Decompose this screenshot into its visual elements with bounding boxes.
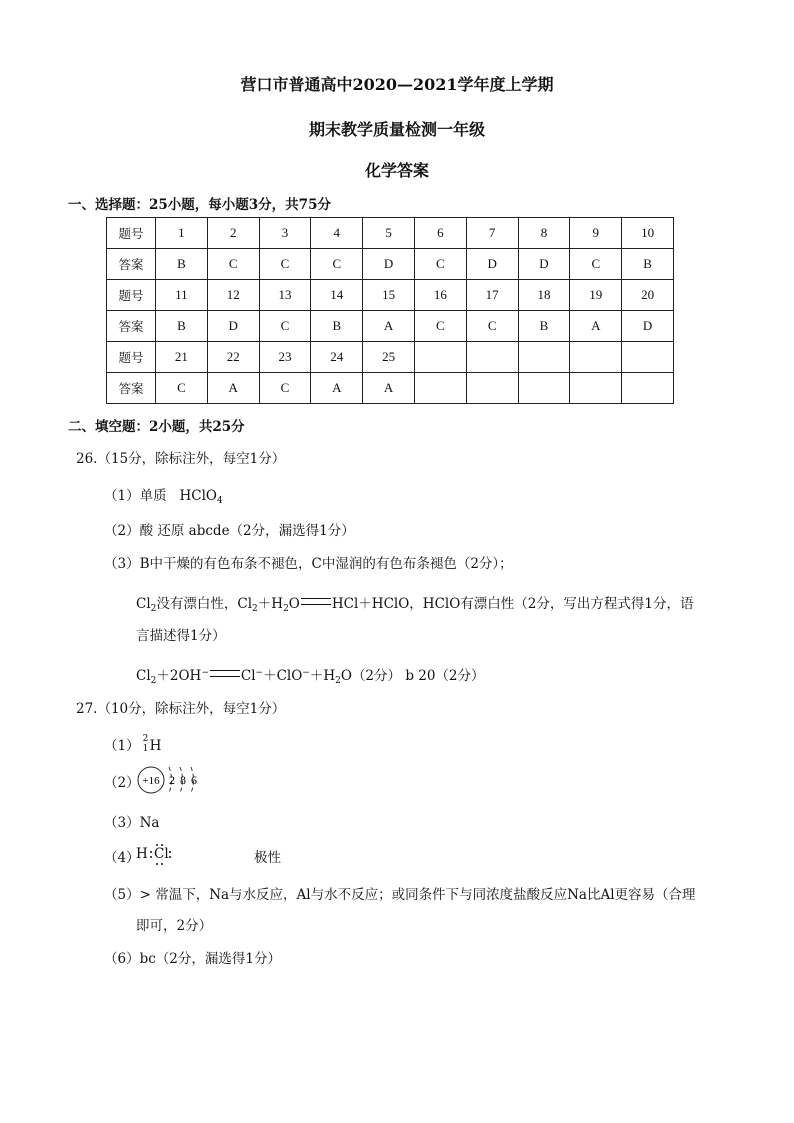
answer-cell: C [414,249,466,280]
question-number-cell: 25 [363,342,415,373]
answer-cell: B [156,249,208,280]
question-row [107,280,674,311]
q26-part3-explanation: $Cl_2$没有漂白性，$Cl_2+H_2O$ HCl＋HClO，HClO有漂白性（2分，写出方程式得1分，语 [136,596,694,614]
question-number-cell: 1 [156,218,208,249]
question-number-cell: 16 [414,280,466,311]
row-label: 题号 [107,342,156,373]
answer-cell: D [622,311,674,342]
nucleus-charge: +16 [142,775,160,787]
q26-ionic-equation: $Cl_2+2OH^-$ $Cl^-+ClO^-+H_2O(2$分） b 20（2分） [136,668,485,686]
sulfur-atom-structure-diagram [136,763,206,797]
answer-cell: C [259,249,311,280]
question-number-cell [518,342,570,373]
answer-cell: C [414,311,466,342]
answer-row [107,249,674,280]
question-number-cell [622,342,674,373]
q26-header: 26.（15分，除标注外，每空1分） [76,451,286,467]
q26-part1-formula: HClO$_4$ [179,488,223,506]
answer-cell: D [363,249,415,280]
question-number-cell: 23 [259,342,311,373]
question-number-cell: 9 [570,218,622,249]
question-number-cell: 22 [207,342,259,373]
q27-part5-cont: 即可，2分） [136,918,213,934]
question-number-cell: 17 [466,280,518,311]
question-number-cell: 3 [259,218,311,249]
q26-part1 [104,484,223,506]
answer-cell: C [311,249,363,280]
answer-cell [414,373,466,404]
answer-cell: A [363,311,415,342]
answer-cell: C [259,373,311,404]
answer-row [107,311,674,342]
question-number-cell: 18 [518,280,570,311]
question-number-cell: 8 [518,218,570,249]
answer-cell: B [518,311,570,342]
q26-equation: $Cl_2+H_2O$ HCl＋HClO [237,596,410,614]
q27-part2-label: （2） [104,775,140,791]
answer-cell: D [207,311,259,342]
document-subject-title: 化学答案 [364,161,429,180]
q26-part1-label: （1）单质 [104,488,167,504]
question-number-cell: 20 [622,280,674,311]
hcl-electron-dot-formula: H Cl [136,842,182,866]
section-heading-multiple-choice: 一、选择题：25小题，每小题3分，共75分 [68,197,331,213]
answer-cell [622,373,674,404]
row-label: 题号 [107,280,156,311]
question-number-cell: 13 [259,280,311,311]
question-number-cell: 24 [311,342,363,373]
question-number-cell: 12 [207,280,259,311]
q26-part3: （3）B中干燥的有色布条不褪色，C中湿润的有色布条褪色（2分）； [104,556,513,572]
q26-part2: （2）酸 还原 abcde（2分，漏选得1分） [104,523,355,539]
question-number-cell: 21 [156,342,208,373]
answer-cell: D [466,249,518,280]
isotope-notation: 2 1 [142,734,149,754]
question-number-cell: 14 [311,280,363,311]
electron-shell-1: 2 [169,773,175,787]
answer-cell: A [363,373,415,404]
answer-cell: C [207,249,259,280]
question-number-cell: 4 [311,218,363,249]
answer-table [106,217,674,404]
question-number-cell: 7 [466,218,518,249]
answer-cell: C [570,249,622,280]
answer-cell: C [259,311,311,342]
document-title: 营口市普通高中2020—2021学年度上学期 [240,75,554,94]
equals-sign-icon [210,670,240,677]
question-number-cell: 11 [156,280,208,311]
section-heading-fill-in: 二、填空题：2小题，共25分 [68,419,245,435]
question-number-cell: 15 [363,280,415,311]
question-number-cell: 10 [622,218,674,249]
answer-cell [570,373,622,404]
answer-cell [466,373,518,404]
answer-cell: A [570,311,622,342]
electron-shell-3: 6 [191,773,197,787]
answer-cell [518,373,570,404]
q27-header: 27.（10分，除标注外，每空1分） [76,701,286,717]
q27-part5: （5）> 常温下，Na与水反应，Al与水不反应；或同条件下与同浓度盐酸反应Na比Al更容易（合理 [104,887,696,903]
q27-part4-answer: 极性 [254,850,281,866]
row-label: 题号 [107,218,156,249]
answer-cell: A [311,373,363,404]
row-label: 答案 [107,373,156,404]
question-number-cell [414,342,466,373]
answer-cell: B [311,311,363,342]
answer-cell: C [466,311,518,342]
row-label: 答案 [107,249,156,280]
question-number-cell: 2 [207,218,259,249]
row-label: 答案 [107,311,156,342]
equals-sign-icon [301,598,331,605]
q27-part4-label: （4） [104,850,140,866]
question-number-cell: 19 [570,280,622,311]
answer-cell: C [156,373,208,404]
answer-cell: B [156,311,208,342]
answer-cell: D [518,249,570,280]
answer-cell: A [207,373,259,404]
question-row [107,342,674,373]
q26-part3-explanation-cont: 言描述得1分） [136,628,226,644]
question-number-cell [466,342,518,373]
question-number-cell [570,342,622,373]
electron-shell-2: 8 [180,773,186,787]
q27-part6: （6）bc（2分，漏选得1分） [104,951,281,967]
q27-part3: （3）Na [104,815,160,831]
answer-cell: B [622,249,674,280]
answer-row [107,373,674,404]
atom-structure-icon [136,763,206,797]
question-number-cell: 6 [414,218,466,249]
question-row [107,218,674,249]
document-subtitle: 期末教学质量检测一年级 [308,120,485,139]
q27-part1: （1） 2 1 H [104,734,162,754]
question-number-cell: 5 [363,218,415,249]
